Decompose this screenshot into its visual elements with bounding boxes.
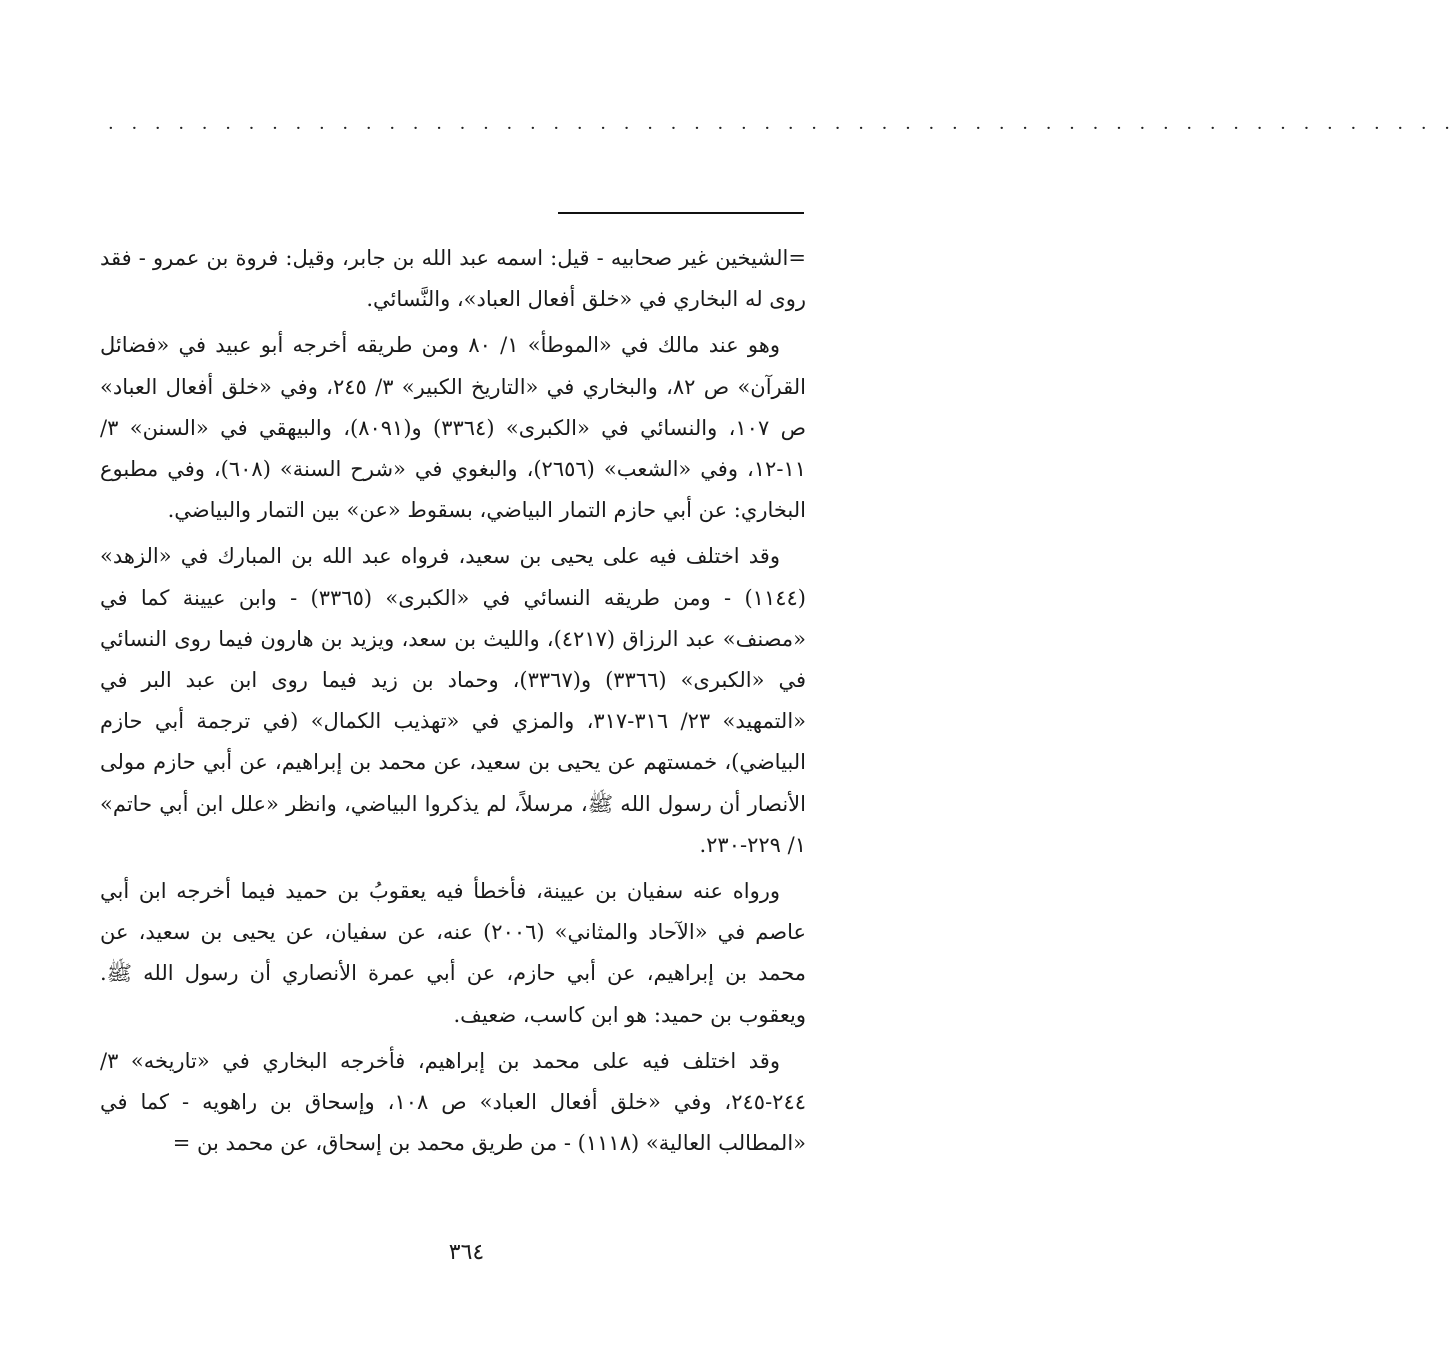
paragraph-malik-muwatta: وهو عند مالك في «الموطأ» ١/ ٨٠ ومن طريقه أخرجه أبو عبيد في «فضائل القرآن» ص ٨٢، والبخاري في «التاريخ الكبير» ٣/ ٢٤٥، وفي «خلق أفعال العباد» ص ١٠٧، والنسائي في «الكبرى» (٣٣٦٤) و(٨٠٩١)، والبيهقي في «السنن» ٣/ ١١-١٢، وفي «الشعب» (٢٦٥٦)، والبغوي في «شرح السنة» (٦٠٨)، وفي مطبوع البخاري: عن أبي حازم التمار البياضي، بسقوط «عن» بين التمار والبياضي. bbox=[100, 333, 807, 523]
page-number: ٣٦٤ bbox=[448, 1240, 485, 1265]
paragraph-sufyan-uyayna: ورواه عنه سفيان بن عيينة، فأخطأ فيه يعقوبُ بن حميد فيما أخرجه ابن أبي عاصم في «الآحاد والمثاني» (٢٠٠٦) عنه، عن سفيان، عن يحيى بن سعيد، عن محمد بن إبراهيم، عن أبي حازم، عن أبي عمرة الأنصاري أن رسول الله ﷺ. ويعقوب بن حميد: هو ابن كاسب، ضعيف. bbox=[100, 879, 807, 1027]
paragraph-yahya-ikhtilaf: وقد اختلف فيه على يحيى بن سعيد، فرواه عبد الله بن المبارك في «الزهد» (١١٤٤) - ومن طريقه النسائي في «الكبرى» (٣٣٦٥) - وابن عيينة كما في «مصنف» عبد الرزاق (٤٢١٧)، والليث بن سعد، ويزيد بن هارون فيما روى النسائي في «الكبرى» (٣٣٦٦) و(٣٣٦٧)، وحماد بن زيد فيما روى ابن عبد البر في «التمهيد» ٢٣/ ٣١٦-٣١٧، والمزي في «تهذيب الكمال» (في ترجمة أبي حازم البياضي)، خمستهم عن يحيى بن سعيد، عن محمد بن إبراهيم، عن أبي حازم مولى الأنصار أن رسول الله ﷺ، مرسلاً، لم يذكروا البياضي، وانظر «علل ابن أبي حاتم» ١/ ٢٢٩-٢٣٠. bbox=[100, 544, 807, 857]
header-dotted-line: · · · · · · · · · · · · · · · · · · · · · · · · · · · · · · · · · · · · · · · · · · · · · · · · · · · · · · · · · · bbox=[108, 118, 1456, 139]
footnote-separator-rule bbox=[558, 212, 804, 214]
paragraph-muhammad-ibrahim: وقد اختلف فيه على محمد بن إبراهيم، فأخرجه البخاري في «تاريخه» ٣/ ٢٤٤-٢٤٥، وفي «خلق أفعال العباد» ص ١٠٨، وإسحاق بن راهويه - كما في «المطالب العالية» (١١١٨) - من طريق محمد بن إسحاق، عن محمد بن = bbox=[100, 1048, 807, 1156]
footnote-text-block bbox=[100, 238, 806, 1169]
paragraph-continuation: =الشيخين غير صحابيه - قيل: اسمه عبد الله بن جابر، وقيل: فروة بن عمرو - فقد روى له البخاري في «خلق أفعال العباد»، والنَّسائي. bbox=[100, 246, 806, 312]
